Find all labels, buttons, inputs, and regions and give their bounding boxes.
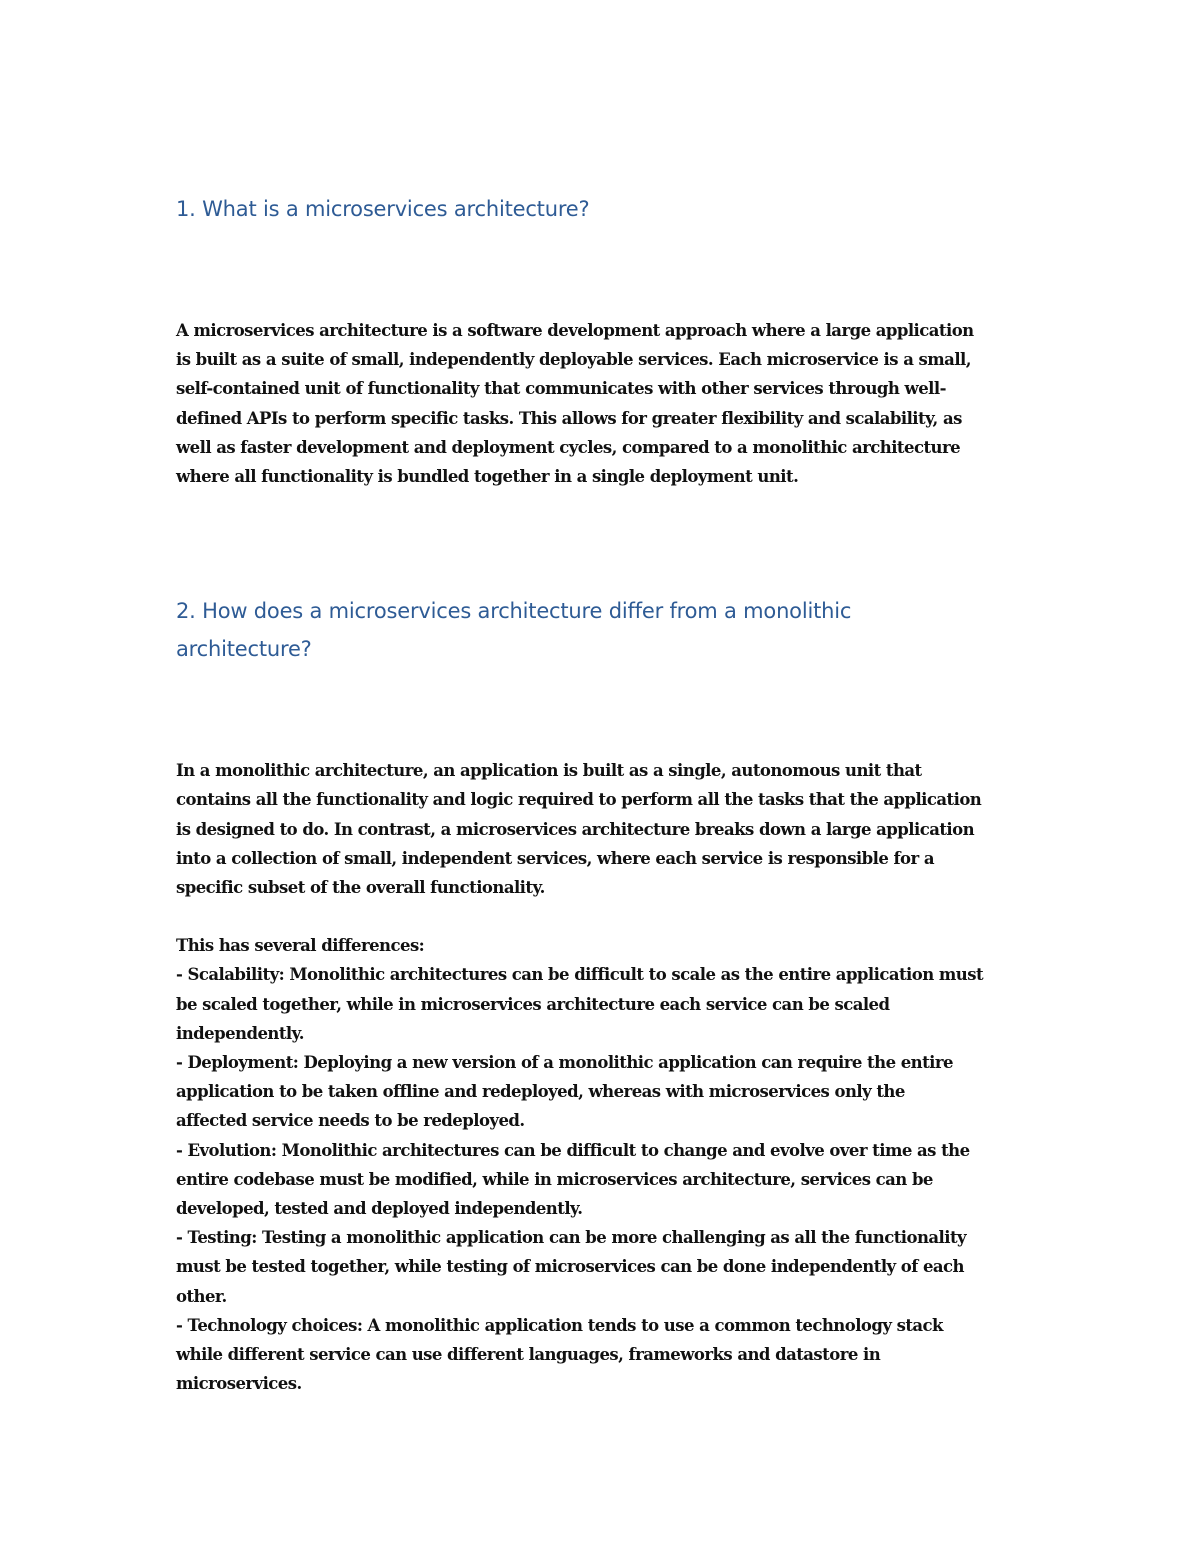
text-line: where all functionality is bundled together in a single deployment unit.: [176, 467, 799, 487]
document-content: [176, 190, 1026, 1398]
list-item-line: be scaled together, while in microservices architecture each service can be scaled: [176, 994, 890, 1014]
list-item-line: - Evolution: Monolithic architectures can be difficult to change and evolve over time as the: [176, 1140, 970, 1160]
list-item-line: entire codebase must be modified, while in microservices architecture, services can be: [176, 1169, 933, 1189]
text-line: into a collection of small, independent services, where each service is responsible for a: [176, 848, 934, 868]
list-intro: This has several differences:: [176, 936, 425, 956]
text-line: contains all the functionality and logic required to perform all the tasks that the application: [176, 790, 982, 810]
list-item-line: must be tested together, while testing of microservices can be done independently of each: [176, 1257, 964, 1277]
text-line: A microservices architecture is a software development approach where a large application: [176, 321, 974, 340]
text-line: is designed to do. In contrast, a microservices architecture breaks down a large application: [176, 819, 975, 839]
section-1-heading: [176, 190, 1026, 228]
list-item-line: - Scalability: Monolithic architectures can be difficult to scale as the entire application must: [176, 965, 984, 985]
list-item-line: independently.: [176, 1023, 304, 1043]
section-2-paragraph: [176, 756, 1026, 902]
list-item-line: microservices.: [176, 1374, 302, 1394]
list-item-line: developed, tested and deployed independently.: [176, 1199, 583, 1219]
list-item-line: other.: [176, 1286, 227, 1306]
list-item-line: application to be taken offline and redeployed, whereas with microservices only the: [176, 1082, 905, 1102]
heading-line: architecture?: [176, 637, 312, 662]
list-item-line: - Testing: Testing a monolithic application can be more challenging as all the functionality: [176, 1228, 967, 1248]
list-item-line: affected service needs to be redeployed.: [176, 1111, 525, 1131]
differences-list: [176, 931, 1026, 1398]
heading-line: 1. What is a microservices architecture?: [176, 197, 590, 221]
list-item-line: - Technology choices: A monolithic application tends to use a common technology stack: [176, 1315, 943, 1335]
list-item-line: - Deployment: Deploying a new version of a monolithic application can require the entire: [176, 1053, 953, 1073]
section-2-heading: [176, 592, 1026, 668]
text-line: specific subset of the overall functionality.: [176, 878, 545, 898]
text-line: defined APIs to perform specific tasks. This allows for greater flexibility and scalability, as: [176, 408, 962, 428]
text-line: self-contained unit of functionality that communicates with other services through well-: [176, 379, 946, 399]
list-item-line: while different service can use different languages, frameworks and datastore in: [176, 1345, 881, 1365]
text-line: In a monolithic architecture, an application is built as a single, autonomous unit that: [176, 761, 922, 781]
text-line: is built as a suite of small, independently deployable services. Each microservice is a small,: [176, 350, 971, 370]
text-line: well as faster development and deployment cycles, compared to a monolithic architecture: [176, 437, 961, 457]
heading-line: 2. How does a microservices architecture differ from a monolithic: [176, 599, 852, 624]
section-1-paragraph: [176, 316, 1026, 491]
